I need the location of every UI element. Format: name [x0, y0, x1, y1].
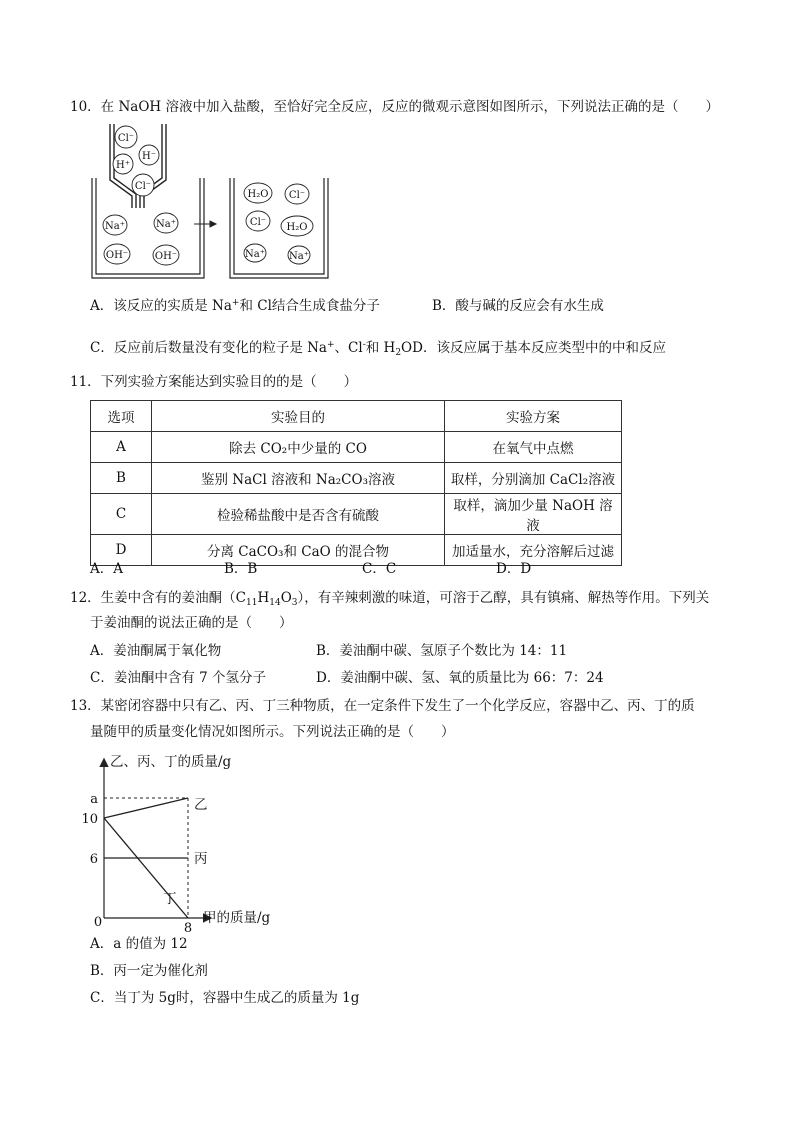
x-tick-label: 8 [183, 921, 193, 933]
table-cell: 除去 CO₂中少量的 CO [152, 432, 445, 463]
q10-reaction-diagram [88, 122, 338, 284]
q13-stem-line1: 13．某密闭容器中只有乙、丙、丁三种物质，在一定条件下发生了一个化学反应，容器中乙、丙、丁的质 [70, 698, 695, 714]
table-cell: D [91, 535, 152, 566]
table-cell: 检验稀盐酸中是否含有硫酸 [152, 494, 445, 535]
ion-label: OH⁻ [105, 250, 129, 261]
q11-stem: 11．下列实验方案能达到实验目的的是（ ） [70, 374, 358, 390]
series-label: 丙 [194, 851, 208, 867]
ion-label: OH⁻ [154, 251, 178, 262]
table-row [91, 463, 622, 494]
q11-option-d: D．D [496, 561, 532, 577]
ion-label: Cl⁻ [249, 217, 267, 228]
ion-label: H₂O [286, 222, 308, 233]
table-cell: 取样，滴加少量 NaOH 溶液 [445, 494, 622, 535]
ion-label: Cl⁻ [117, 133, 135, 144]
y-tick-label: a [90, 792, 98, 807]
reaction-arrow-icon [194, 221, 216, 227]
table-cell: C [91, 494, 152, 535]
q11-experiment-table [90, 400, 622, 566]
table-row [91, 535, 622, 566]
table-row [91, 494, 622, 535]
q12-option-a: A．姜油酮属于氧化物 [90, 643, 222, 659]
q10-option-b: B．酸与碱的反应会有水生成 [432, 298, 604, 314]
table-row [91, 432, 622, 463]
series-line-乙 [104, 798, 188, 818]
x-axis-label: 甲的质量/g [203, 910, 271, 926]
q10-option-a: A．该反应的实质是 Na+和 Cl结合生成食盐分子 [90, 298, 380, 314]
y-tick-label: 10 [81, 812, 98, 827]
ion-label: H⁺ [116, 160, 130, 171]
q12-option-c: C．姜油酮中含有 7 个氢分子 [90, 670, 267, 686]
table-cell: 分离 CaCO₃和 CaO 的混合物 [152, 535, 445, 566]
q12-option-b: B．姜油酮中碳、氢原子个数比为 14：11 [316, 643, 568, 659]
q12-stem-line1: 12．生姜中含有的姜油酮$(C_{11}H_{14}O_3)$，有辛辣刺激的味道，可溶于乙醇，具有镇痛、解热等作用。下列关 [70, 590, 710, 608]
q13-stem-line2: 量随甲的质量变化情况如图所示。下列说法正确的是（ ） [90, 724, 455, 740]
q13-option-b: B．丙一定为催化剂 [90, 963, 208, 979]
q13-option-a: A．a 的值为 12 [90, 936, 188, 952]
ion-label: Cl⁻ [134, 181, 152, 192]
q11-option-c: C．C [362, 561, 397, 577]
origin-label: 0 [93, 915, 103, 930]
q10-stem: 10．在 NaOH 溶液中加入盐酸，至恰好完全反应，反应的微观示意图如图所示，下列说法正确的是（ ） [70, 99, 719, 115]
ion-label: H⁻ [142, 151, 156, 162]
y-tick-label: 6 [89, 852, 98, 867]
ion-label: H₂O [247, 189, 269, 200]
table-cell: 加适量水，充分溶解后过滤 [445, 535, 622, 566]
table-cell: 取样，分别滴加 CaCl₂溶液 [445, 463, 622, 494]
table-header-cell: 实验方案 [445, 401, 622, 432]
table-cell: B [91, 463, 152, 494]
ion-label: Na⁺ [156, 219, 176, 230]
y-axis-label: 乙、丙、丁的质量/g [110, 754, 232, 770]
ion-label: Na⁺ [289, 251, 309, 262]
table-cell: A [91, 432, 152, 463]
q12-stem-line2: 于姜油酮的说法正确的是（ ） [90, 615, 293, 631]
q13-mass-chart [80, 748, 300, 933]
table-header-cell: 选项 [91, 401, 152, 432]
q12-option-d: D．姜油酮中碳、氢、氧的质量比为 66：7：24 [316, 670, 604, 686]
series-label: 丁 [162, 891, 177, 907]
q13-option-c: C．当丁为 5g时，容器中生成乙的质量为 1g [90, 990, 360, 1006]
table-cell: 在氧气中点燃 [445, 432, 622, 463]
q11-option-b: B．B [224, 561, 258, 577]
table-header-cell: 实验目的 [152, 401, 445, 432]
table-cell: 鉴别 NaCl 溶液和 Na₂CO₃溶液 [152, 463, 445, 494]
ion-label: Cl⁻ [288, 190, 306, 201]
ion-label: Na⁺ [245, 249, 265, 260]
table-header-row [91, 401, 622, 432]
q10-option-c-d: C．反应前后数量没有变化的粒子是 Na+、Cl-和 $H_2OD$．该反应属于基本反应类型中的中和反应 [90, 340, 666, 358]
ion-label: Na⁺ [105, 221, 125, 232]
q11-option-a: A．A [90, 561, 123, 577]
series-label: 乙 [194, 797, 208, 813]
